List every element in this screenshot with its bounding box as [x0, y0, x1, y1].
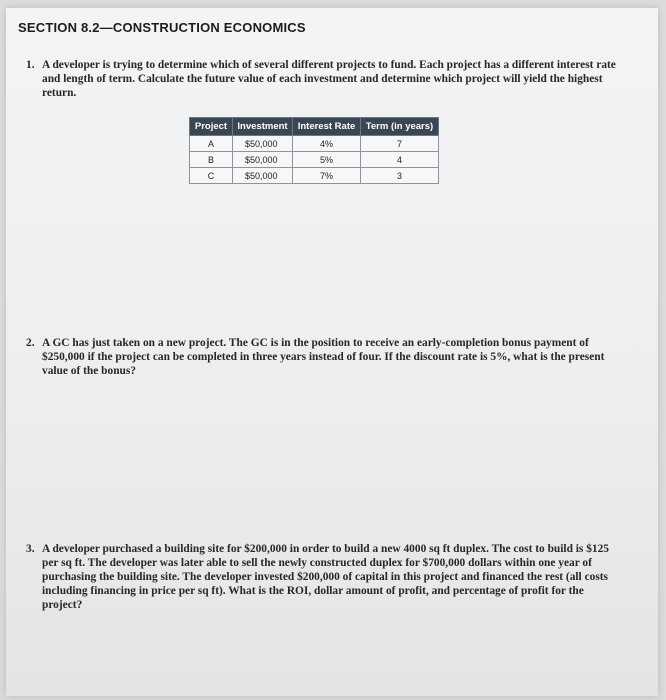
question-3: [26, 542, 616, 612]
section-title: SECTION 8.2—CONSTRUCTION ECONOMICS: [18, 20, 306, 35]
cell-term: 4: [361, 152, 439, 168]
table-row: [190, 136, 439, 152]
question-number: 1.: [26, 59, 35, 71]
question-number: 2.: [26, 337, 35, 349]
question-text: A developer is trying to determine which of several different projects to fund. Each project has a different interest rate and length of term. Calculate the future value of each investment and determine which project will yield the highest return.: [42, 59, 616, 99]
cell-investment: $50,000: [233, 152, 293, 168]
question-2: [26, 336, 616, 378]
table-row: [190, 168, 439, 184]
cell-interest-rate: 4%: [293, 136, 361, 152]
question-1: [26, 58, 616, 100]
header-investment: Investment: [233, 118, 293, 136]
header-term: Term (in years): [361, 118, 439, 136]
cell-term: 7: [361, 136, 439, 152]
header-interest-rate: Interest Rate: [293, 118, 361, 136]
cell-term: 3: [361, 168, 439, 184]
table-row: [190, 152, 439, 168]
cell-project: B: [190, 152, 233, 168]
cell-interest-rate: 7%: [293, 168, 361, 184]
table-header-row: [190, 118, 439, 136]
question-number: 3.: [26, 543, 35, 555]
projects-table: [189, 117, 439, 184]
worksheet-page: [6, 8, 658, 696]
cell-investment: $50,000: [233, 168, 293, 184]
question-text: A developer purchased a building site for $200,000 in order to build a new 4000 sq ft duplex. The cost to build is $125 per sq ft. The developer was later able to sell the newly constructed duplex for $700,000 dollars within one year of purchasing the building site. The developer invested $200,000 of capital in this project and financed the rest (all costs including financing in price per sq ft). What is the ROI, dollar amount of profit, and percentage of profit for the project?: [42, 543, 609, 611]
cell-investment: $50,000: [233, 136, 293, 152]
question-text: A GC has just taken on a new project. The GC is in the position to receive an early-completion bonus payment of $250,000 if the project can be completed in three years instead of four. If the discount rate is 5%, what is the present value of the bonus?: [42, 337, 605, 377]
header-project: Project: [190, 118, 233, 136]
cell-project: A: [190, 136, 233, 152]
cell-interest-rate: 5%: [293, 152, 361, 168]
cell-project: C: [190, 168, 233, 184]
